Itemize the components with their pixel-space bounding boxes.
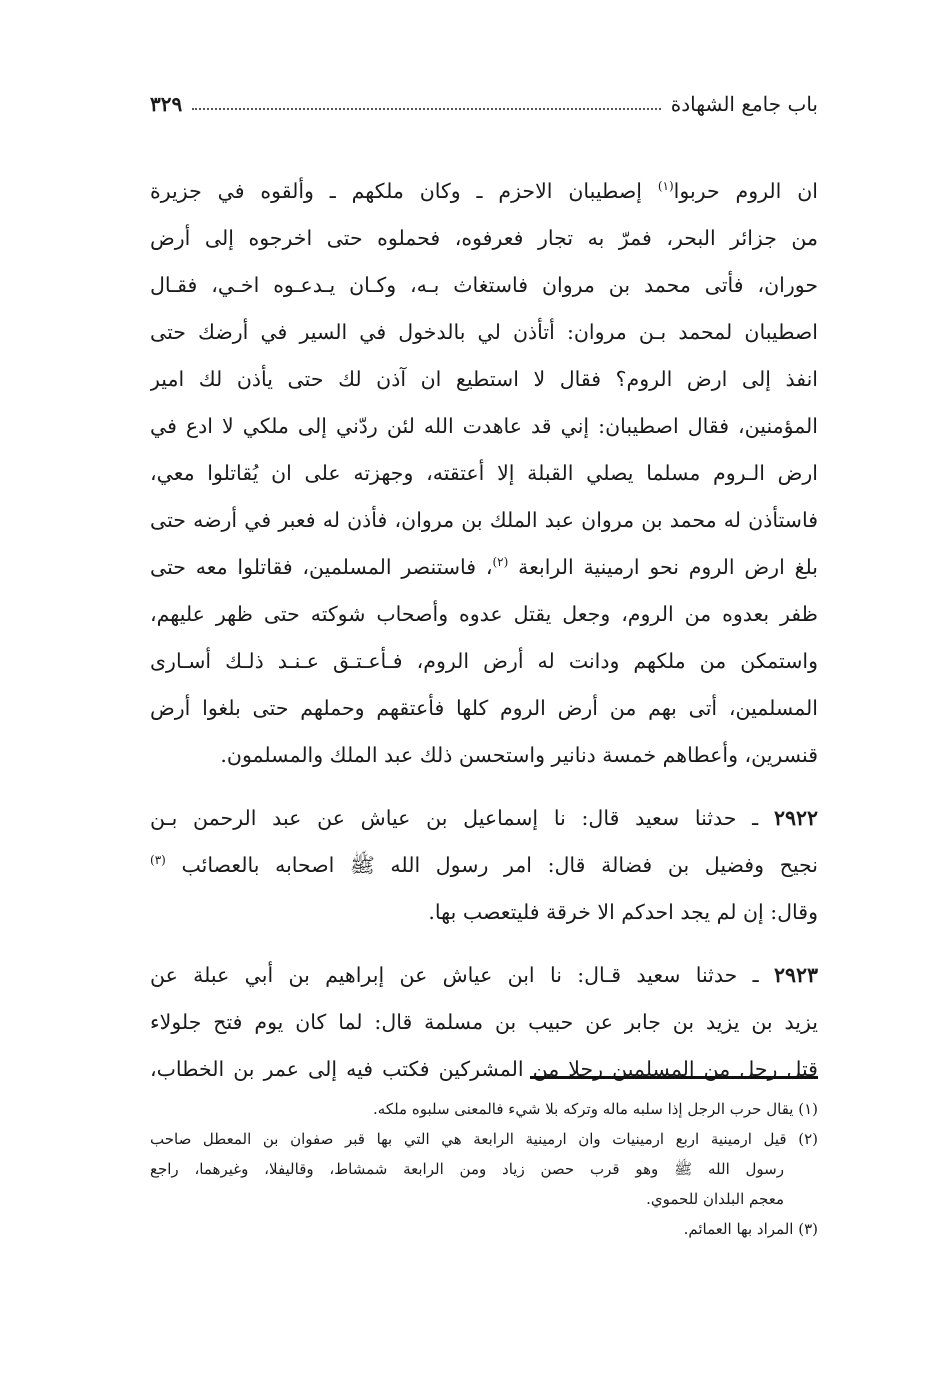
text-segment: ـ حدثنا سعيد قال: نا إسماعيل بن عياش عن عبد الرحمن بـن (150, 806, 759, 830)
text-line: وقال: إن لم يجد احدكم الا خرقة فليتعصب بها. (428, 900, 818, 924)
hadith-number: ٢٩٢٢ (773, 806, 818, 830)
chapter-title: باب جامع الشهادة (670, 92, 818, 116)
text-line (150, 168, 818, 215)
paragraph-3 (150, 952, 818, 1093)
footnote-separator (530, 1076, 818, 1079)
text-line: حوران، فأتى محمد بن مروان فاستغاث بـه، وكـان يـدعـوه اخـي، فقـال (150, 273, 818, 297)
footnote-2-continued: رسول الله ﷺ وهو قرب حصن زياد ومن الرابعة شمشاط، وقاليفلا، وغيرهما، راجع (150, 1160, 784, 1178)
text-line: من جزائر البحر، فمرّ به تجار فعرفوه، فحملوه حتى اخرجوه إلى أرض (150, 226, 818, 250)
footnote-3: (٣) المراد بها العمائم. (683, 1220, 818, 1238)
footnote-ref: (٣) (150, 853, 166, 868)
text-line (150, 795, 818, 842)
text-line: فاستأذن له محمد بن مروان عبد الملك بن مروان، فأذن له فعبر في أرضه حتى (150, 508, 818, 532)
header-dotted-leader (192, 108, 661, 110)
text-line: انفذ إلى ارض الروم؟ فقال لا استطيع ان آذن لك حتى يأذن لك امير (150, 367, 818, 391)
footnote-2-continued: معجم البلدان للحموي. (646, 1190, 784, 1208)
text-segment: نجيح وفضيل بن فضالة قال: امر رسول الله ﷺ اصحابه بالعصائب (181, 853, 818, 877)
text-line: اصطيبان لمحمد بـن مروان: أتأذن لي بالدخول في السير في أرضك حتى (150, 320, 818, 344)
text-line: يزيد بن يزيد بن جابر عن حبيب بن مسلمة قال: لما كان يوم فتح جلولاء (150, 1010, 818, 1034)
text-segment: إصطيبان الاحزم ـ وكان ملكهم ـ وألقوه في جزيرة (150, 179, 642, 203)
hadith-number: ٢٩٢٣ (773, 963, 818, 987)
footnote-ref: (١) (657, 179, 674, 194)
footnote-ref: (٢) (492, 555, 509, 570)
text-line: المسلمين، أتى بهم من أرض الروم كلها فأعتقهم وحملهم حتى بلغوا أرض (150, 696, 818, 720)
text-line: قنسرين، وأعطاهم خمسة دنانير واستحسن ذلك عبد الملك والمسلمون. (220, 743, 818, 767)
footnote-2: (٢) قيل ارمينية اربع ارمينيات وان ارمينية الرابعة هي التي بها قبر صفوان بن المعطل صاحب (150, 1130, 818, 1148)
footnote-1: (١) يقال حرب الرجل إذا سلبه ماله وتركه بلا شيء فالمعنى سلبوه ملكه. (372, 1100, 818, 1118)
text-line: قتل رجل من المسلمين رجلا من المشركين فكتب فيه إلى عمر بن الخطاب، (150, 1057, 818, 1081)
text-line (150, 544, 818, 591)
text-line (150, 952, 818, 999)
page-number: ٣٢٩ (150, 92, 183, 116)
text-segment: ، فاستنصر المسلمين، فقاتلوا معه حتى (150, 555, 493, 579)
text-segment: ـ حدثنا سعيد قـال: نا ابن عياش عن إبراهيم بن أبي عبلة عن (150, 963, 759, 987)
main-text (150, 168, 818, 1093)
text-line (150, 842, 818, 889)
text-line: واستمكن من ملكهم ودانت له أرض الروم، فـأعـتـق عـنـد ذلـك أسـارى (150, 649, 818, 673)
text-line: ظفر بعدوه من الروم، وجعل يقتل عدوه وأصحاب شوكته حتى ظهر عليهم، (150, 602, 818, 626)
running-header (150, 86, 818, 122)
text-line: ارض الـروم مسلما يصلي القبلة إلا أعتقته، وجهزته على ان يُقاتلوا معي، (150, 461, 818, 485)
text-segment: بلغ ارض الروم نحو ارمينية الرابعة (518, 555, 818, 579)
paragraph-2 (150, 795, 818, 936)
paragraph-1 (150, 168, 818, 779)
text-segment: ان الروم حربوا (673, 179, 818, 203)
text-line: المؤمنين، فقال اصطيبان: إني قد عاهدت الله لئن ردّني إلى ملكي لا ادع في (150, 414, 818, 438)
footnotes (150, 1094, 818, 1244)
